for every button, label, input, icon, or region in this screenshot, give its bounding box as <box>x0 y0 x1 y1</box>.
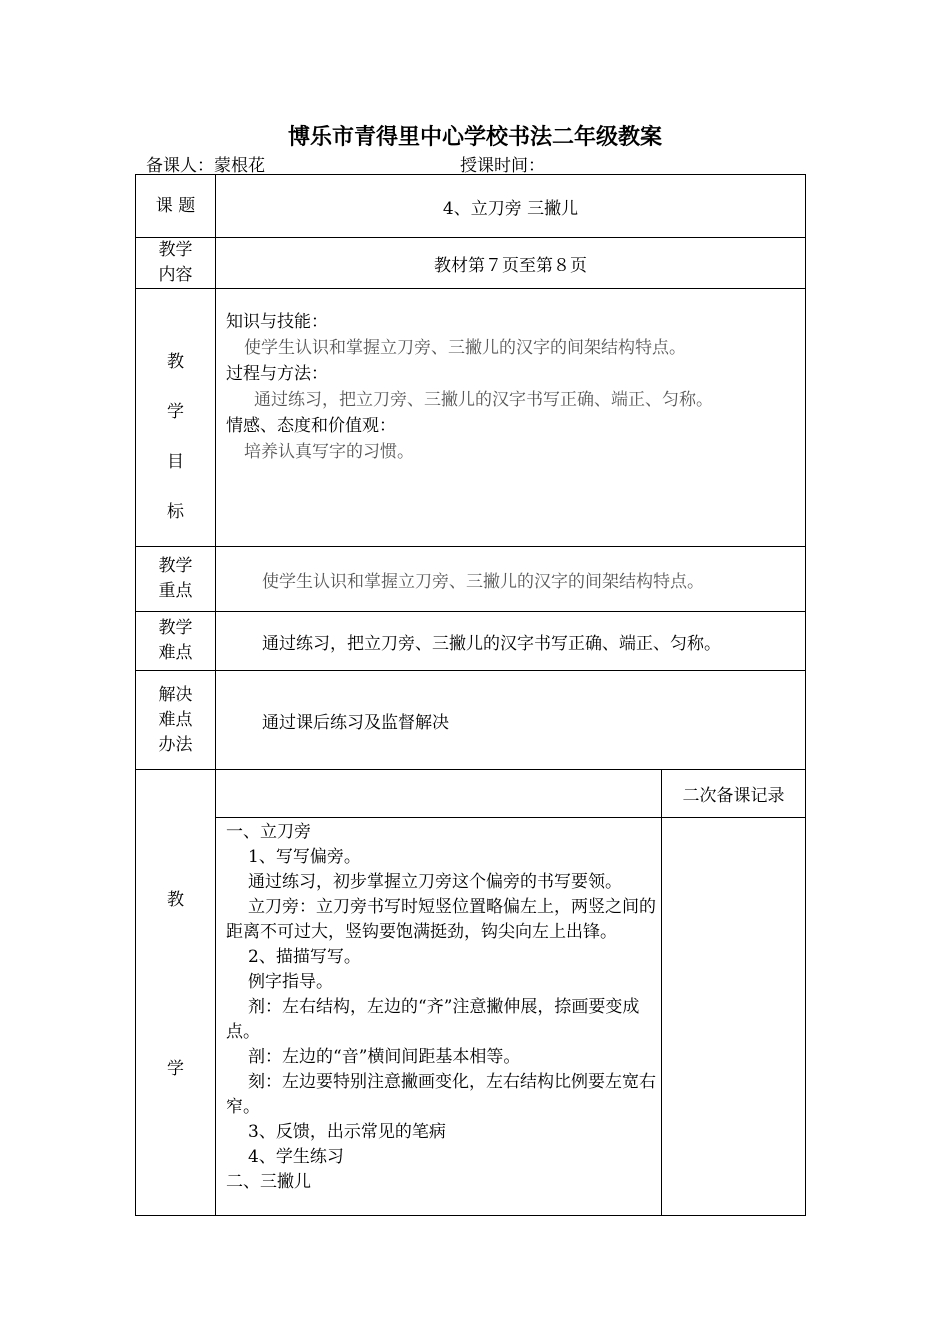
process-line: 3、反馈，出示常见的笔病 <box>248 1122 446 1142</box>
content-label-line-1: 教学 <box>158 240 193 260</box>
solution-value: 通过课后练习及监督解决 <box>216 671 806 770</box>
content-label <box>136 238 216 289</box>
content-row <box>136 238 806 289</box>
lesson-plan-table <box>135 174 806 1216</box>
process-line: 1、写写偏旁。 <box>248 847 361 867</box>
process-heading: 过程与方法： <box>226 364 328 384</box>
content-value: 教材第７页至第８页 <box>216 238 806 289</box>
topic-label: 课 题 <box>136 175 216 238</box>
solution-label-line-3: 办法 <box>158 734 193 755</box>
page-title: 博乐市青得里中心学校书法二年级教案 <box>287 125 662 150</box>
solution-row <box>136 671 806 770</box>
process-label <box>136 770 216 1216</box>
difficulty-row <box>136 612 806 671</box>
process-content <box>216 818 662 1216</box>
goals-row <box>136 289 806 547</box>
teaching-time: 授课时间： <box>460 156 545 176</box>
process-line: 例字指导。 <box>248 972 333 992</box>
topic-value: 4、立刀旁 三撇儿 <box>216 175 806 238</box>
prepared-by: 备课人：蒙根花 <box>146 156 265 176</box>
process-line: 剂：左右结构，左边的“齐”注意撇伸展，捺画要变成点。 <box>226 997 640 1042</box>
key-label <box>136 547 216 612</box>
goals-label-char: 教 <box>167 352 184 372</box>
content-label-line-2: 内容 <box>158 265 193 285</box>
goals-label <box>136 289 216 547</box>
goals-label-char: 学 <box>167 402 184 422</box>
solution-label-line-1: 解决 <box>158 684 193 705</box>
process-header-blank <box>216 770 662 818</box>
knowledge-text: 使学生认识和掌握立刀旁、三撇儿的汉字的间架结构特点。 <box>244 338 686 358</box>
process-header-row <box>136 770 806 818</box>
topic-row <box>136 175 806 238</box>
key-row <box>136 547 806 612</box>
second-prep-notes <box>662 818 806 1216</box>
goals-label-char: 标 <box>167 502 184 522</box>
process-text: 通过练习，把立刀旁、三撇儿的汉字书写正确、端正、匀称。 <box>254 390 713 410</box>
key-label-line-1: 教学 <box>158 556 193 576</box>
process-line: 二、三撇儿 <box>226 1172 311 1192</box>
goals-content <box>216 289 806 547</box>
key-value: 使学生认识和掌握立刀旁、三撇儿的汉字的间架结构特点。 <box>216 547 806 612</box>
second-prep-header: 二次备课记录 <box>662 770 806 818</box>
process-line: 4、学生练习 <box>248 1147 344 1167</box>
difficulty-label <box>136 612 216 671</box>
process-label-char: 教 <box>167 890 184 910</box>
emotion-heading: 情感、态度和价值观： <box>226 416 396 436</box>
process-line: 2、描描写写。 <box>248 947 361 967</box>
difficulty-value: 通过练习，把立刀旁、三撇儿的汉字书写正确、端正、匀称。 <box>216 612 806 671</box>
process-body-row <box>136 818 806 1216</box>
solution-label <box>136 671 216 770</box>
emotion-text: 培养认真写字的习惯。 <box>244 442 414 462</box>
process-label-char: 学 <box>167 1059 184 1079</box>
key-label-line-2: 重点 <box>158 581 193 601</box>
process-line: 刻：左边要特别注意撇画变化，左右结构比例要左宽右窄。 <box>226 1072 656 1117</box>
process-line: 一、立刀旁 <box>226 822 311 842</box>
knowledge-heading: 知识与技能： <box>226 312 328 332</box>
difficulty-label-line-2: 难点 <box>158 643 193 663</box>
goals-label-char: 目 <box>167 452 184 472</box>
process-line: 剖：左边的“音”横间间距基本相等。 <box>248 1047 521 1067</box>
process-line: 立刀旁：立刀旁书写时短竖位置略偏左上，两竖之间的距离不可过大，竖钩要饱满挺劲，钩尖向左上出锋。 <box>226 897 656 942</box>
solution-label-line-2: 难点 <box>158 709 193 730</box>
process-line: 通过练习，初步掌握立刀旁这个偏旁的书写要领。 <box>248 872 622 892</box>
difficulty-label-line-1: 教学 <box>158 618 193 638</box>
